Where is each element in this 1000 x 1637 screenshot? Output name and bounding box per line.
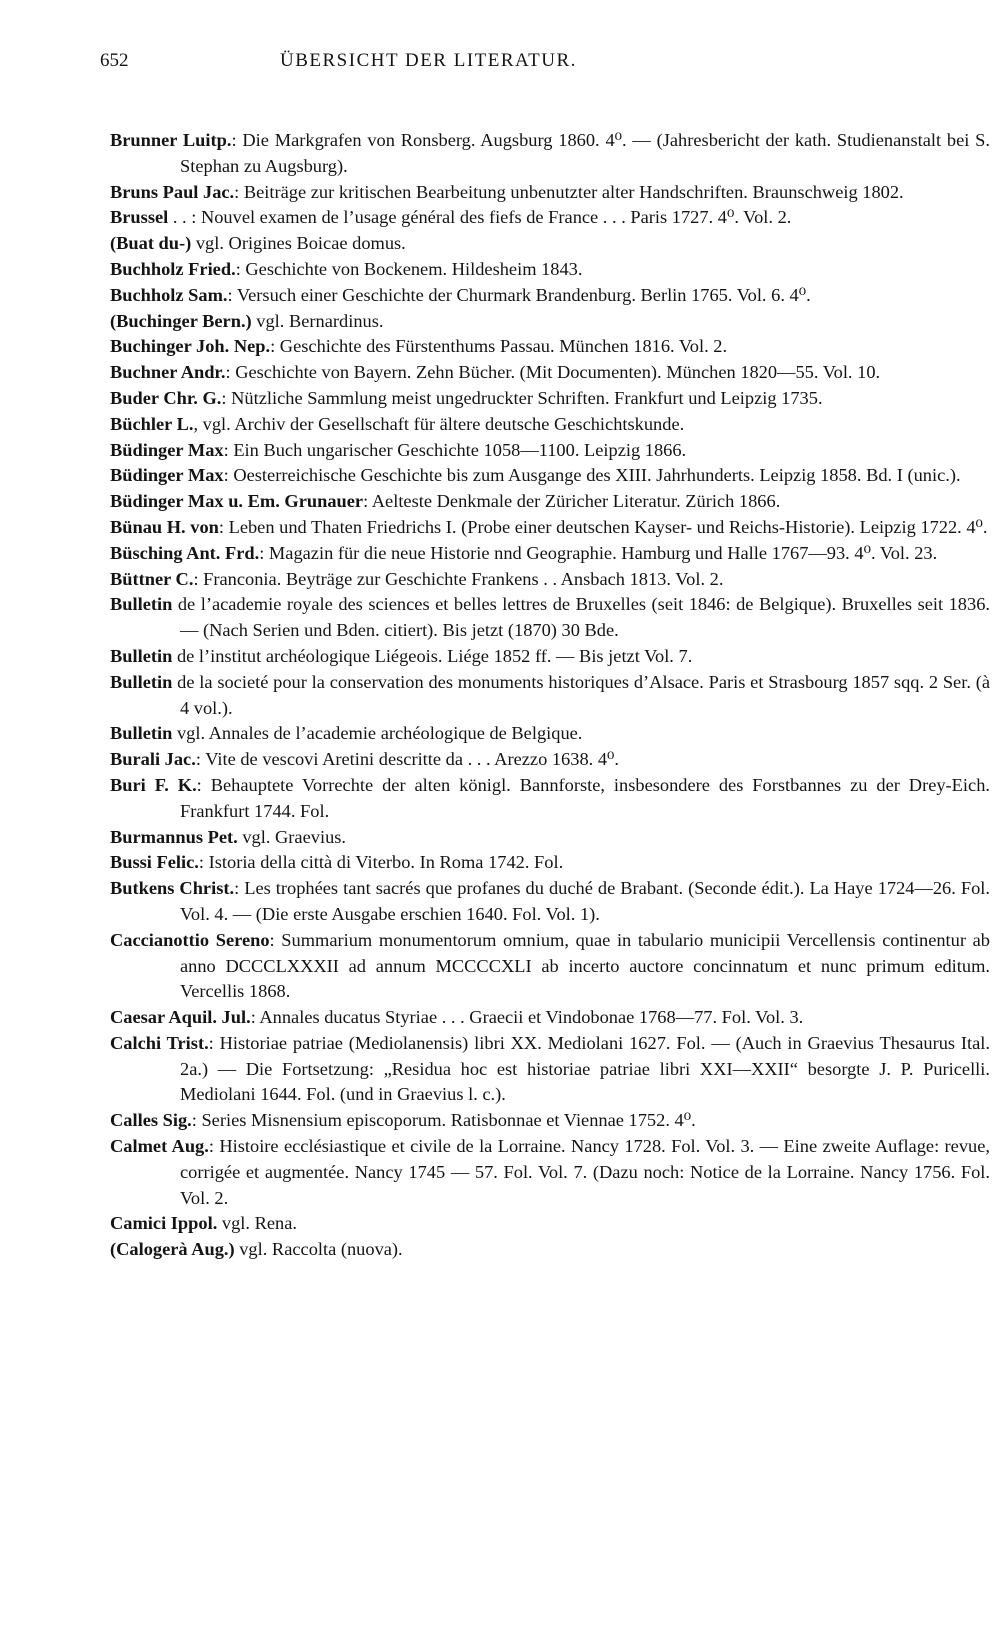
entry-text: : Oesterreichische Geschichte bis zum Ausgange des XIII. Jahrhunderts. Leipzig 1858. Bd. I (unic.). (223, 465, 961, 486)
entry-text: , vgl. Archiv der Gesellschaft für ältere deutsche Geschichtskunde. (193, 413, 685, 434)
bibliography-entry (110, 412, 990, 438)
bibliography-entry (110, 1134, 990, 1211)
entry-text: : Franconia. Beyträge zur Geschichte Frankens . . Ansbach 1813. Vol. 2. (193, 568, 724, 589)
entry-heading: Büttner C. (110, 568, 194, 589)
entry-heading: Bulletin (110, 645, 173, 666)
entry-heading: Bünau H. von (110, 516, 219, 537)
entry-text: vgl. Origines Boicae domus. (191, 233, 406, 254)
entry-heading: Caesar Aquil. Jul. (110, 1007, 251, 1028)
bibliography-entry (110, 1211, 990, 1237)
entry-heading: Butkens Christ. (110, 878, 235, 899)
bibliography-entry (110, 541, 990, 567)
entry-text: : Geschichte des Fürstenthums Passau. München 1816. Vol. 2. (270, 336, 728, 357)
bibliography-entry (110, 309, 990, 335)
entry-heading: Bulletin (110, 723, 173, 744)
entry-heading: Bulletin (110, 671, 173, 692)
entry-heading: (Calogerà Aug.) (110, 1239, 235, 1260)
entry-heading: (Buat du-) (110, 233, 192, 254)
entry-text: vgl. Annales de l’academie archéologique de Belgique. (172, 723, 583, 744)
entry-heading: Caccianottio Sereno (110, 929, 270, 950)
entry-text: : Series Misnensium episcoporum. Ratisbonnae et Viennae 1752. 4⁰. (191, 1110, 696, 1131)
entry-heading: Büsching Ant. Frd. (110, 542, 260, 563)
bibliography-entry (110, 257, 990, 283)
entry-heading: Burmannus Pet. (110, 826, 238, 847)
entry-text: : Geschichte von Bockenem. Hildesheim 1843. (235, 258, 583, 279)
bibliography-entry (110, 128, 990, 180)
entry-heading: Brussel (110, 207, 169, 228)
entry-heading: Buchner Andr. (110, 362, 226, 383)
entry-heading: Buder Chr. G. (110, 387, 222, 408)
bibliography-list (110, 128, 990, 1263)
entry-text: vgl. Graevius. (237, 826, 347, 847)
entry-text: : Nützliche Sammlung meist ungedruckter Schriften. Frankfurt und Leipzig 1735. (221, 387, 823, 408)
bibliography-entry (110, 180, 990, 206)
entry-heading: Buchholz Fried. (110, 258, 236, 279)
entry-heading: Brunner Luitp. (110, 130, 232, 150)
bibliography-entry (110, 231, 990, 257)
bibliography-entry (110, 773, 990, 825)
bibliography-entry (110, 205, 990, 231)
entry-heading: Buchinger Joh. Nep. (110, 336, 271, 357)
entry-text: : Ein Buch ungarischer Geschichte 1058—1100. Leipzig 1866. (223, 439, 687, 460)
bibliography-entry (110, 1031, 990, 1108)
bibliography-entry (110, 386, 990, 412)
entry-text: : Die Markgrafen von Ronsberg. Augsburg 1860. 4⁰. — (Jahresbericht der kath. Studienanstalt bei S. Stephan zu Augsburg). (180, 130, 990, 176)
bibliography-entry (110, 360, 990, 386)
entry-text: . . : Nouvel examen de l’usage général des fiefs de France . . . Paris 1727. 4⁰. Vol. 2. (168, 207, 792, 228)
entry-text: : Versuch einer Geschichte der Churmark Brandenburg. Berlin 1765. Vol. 6. 4⁰. (227, 284, 811, 305)
bibliography-entry (110, 334, 990, 360)
entry-heading: Buri F. K. (110, 774, 197, 795)
entry-heading: Bruns Paul Jac. (110, 181, 235, 202)
bibliography-entry (110, 592, 990, 644)
page-number: 652 (100, 50, 129, 71)
page-header (100, 50, 990, 90)
entry-text: : Vite de vescovi Aretini descritte da . . . Arezzo 1638. 4⁰. (195, 749, 620, 770)
entry-text: : Istoria della città di Viterbo. In Roma 1742. Fol. (198, 852, 564, 873)
entry-heading: Büdinger Max (110, 439, 224, 460)
entry-heading: Calles Sig. (110, 1110, 192, 1131)
entry-heading: (Buchinger Bern.) (110, 310, 252, 331)
entry-heading: Calmet Aug. (110, 1136, 209, 1157)
bibliography-entry (110, 1237, 990, 1263)
bibliography-entry (110, 850, 990, 876)
bibliography-entry (110, 515, 990, 541)
entry-text: : Magazin für die neue Historie nnd Geographie. Hamburg und Halle 1767—93. 4⁰. Vol. 23. (259, 542, 938, 563)
entry-text: : Historiae patriae (Mediolanensis) libri XX. Mediolani 1627. Fol. — (Auch in Graevius Thesaurus Ital. 2a.) — Die Fortsetzung: „Residua hoc est historiae patriae libri XXI—XXII“ besorgte J. P. Puricelli. Mediolani 1644. Fol. (und in Graevius l. c.). (180, 1032, 991, 1105)
bibliography-entry (110, 721, 990, 747)
entry-text: de l’institut archéologique Liégeois. Liége 1852 ff. — Bis jetzt Vol. 7. (172, 645, 693, 666)
entry-text: : Leben und Thaten Friedrichs I. (Probe einer deutschen Kayser- und Reichs-Historie). Leipzig 1722. 4⁰. (218, 516, 988, 537)
entry-heading: Buchholz Sam. (110, 284, 228, 305)
entry-text: : Behauptete Vorrechte der alten königl. Bannforste, insbesondere des Forstbannes zu der Drey-Eich. Frankfurt 1744. Fol. (180, 774, 990, 821)
entry-text: : Les trophées tant sacrés que profanes du duché de Brabant. (Seconde édit.). La Haye 1724—26. Fol. Vol. 4. — (Die erste Ausgabe erschien 1640. Fol. Vol. 1). (180, 878, 990, 924)
entry-text: : Geschichte von Bayern. Zehn Bücher. (Mit Documenten). München 1820—55. Vol. 10. (225, 362, 881, 383)
entry-heading: Bussi Felic. (110, 852, 199, 873)
bibliography-entry (110, 567, 990, 593)
bibliography-entry (110, 438, 990, 464)
bibliography-entry (110, 644, 990, 670)
entry-text: de la societé pour la conservation des monuments historiques d’Alsace. Paris et Strasbourg 1857 sqq. 2 Ser. (à 4 vol.). (172, 671, 990, 718)
bibliography-entry (110, 283, 990, 309)
bibliography-entry (110, 928, 990, 1005)
entry-heading: Büdinger Max u. Em. Grunauer (110, 491, 364, 512)
bibliography-entry (110, 825, 990, 851)
entry-text: de l’academie royale des sciences et belles lettres de Bruxelles (seit 1846: de Belgique). Bruxelles seit 1836. — (Nach Serien und Bden. citiert). Bis jetzt (1870) 30 Bde. (172, 594, 990, 641)
entry-text: : Annales ducatus Styriae . . . Graecii et Vindobonae 1768—77. Fol. Vol. 3. (250, 1007, 804, 1028)
entry-heading: Camici Ippol. (110, 1213, 218, 1234)
bibliography-entry (110, 489, 990, 515)
entry-text: : Summarium monumentorum omnium, quae in tabulario municipii Vercellensis continentur ab anno DCCCLXXXII ad annum MCCCCXLI ab incerto auctore concinnatum et nunc primum editum. Vercellis 1868. (180, 929, 990, 1002)
entry-heading: Calchi Trist. (110, 1032, 209, 1053)
entry-text: vgl. Bernardinus. (251, 310, 384, 331)
bibliography-entry (110, 747, 990, 773)
bibliography-entry (110, 463, 990, 489)
entry-text: vgl. Rena. (217, 1213, 297, 1234)
bibliography-entry (110, 1108, 990, 1134)
entry-text: : Aelteste Denkmale der Züricher Literatur. Zürich 1866. (363, 491, 781, 512)
entry-text: : Beiträge zur kritischen Bearbeitung unbenutzter alter Handschriften. Braunschweig 1802. (234, 181, 904, 202)
entry-text: vgl. Raccolta (nuova). (234, 1239, 403, 1260)
bibliography-entry (110, 876, 990, 928)
entry-heading: Burali Jac. (110, 749, 196, 770)
running-title: ÜBERSICHT DER LITERATUR. (280, 50, 577, 71)
bibliography-entry (110, 670, 990, 722)
bibliography-entry (110, 1005, 990, 1031)
entry-heading: Büdinger Max (110, 465, 224, 486)
entry-heading: Büchler L. (110, 413, 194, 434)
entry-text: : Histoire ecclésiastique et civile de la Lorraine. Nancy 1728. Fol. Vol. 3. — Eine zweite Auflage: revue, corrigée et augmentée. Nancy 1745 — 57. Fol. Vol. 7. (Dazu noch: Notice de la Lorraine. Nancy 1756. Fol. Vol. 2. (180, 1136, 990, 1208)
entry-heading: Bulletin (110, 594, 173, 615)
